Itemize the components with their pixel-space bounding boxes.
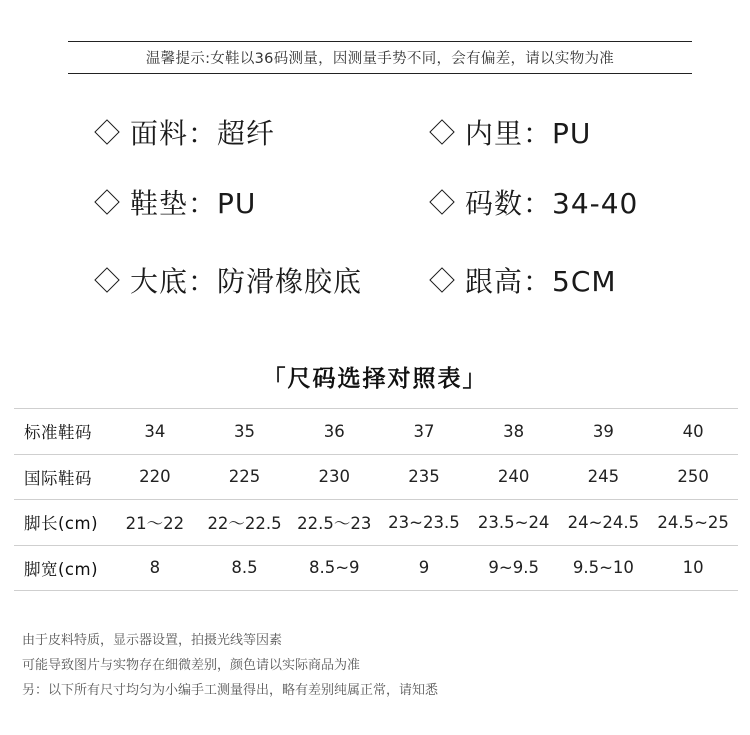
table-cell: 225	[200, 454, 290, 500]
table-cell: 22～22.5	[200, 500, 290, 546]
diamond-icon	[429, 119, 454, 144]
table-cell: 37	[379, 409, 469, 455]
table-cell: 8.5~9	[289, 545, 379, 591]
table-cell: 22.5～23	[289, 500, 379, 546]
table-cell: 250	[648, 454, 738, 500]
table-row	[14, 409, 738, 455]
row-header: 国际鞋码	[14, 454, 110, 500]
spec-label: 码数：34-40	[465, 187, 639, 220]
table-cell: 36	[289, 409, 379, 455]
disclaimer-notes	[22, 628, 438, 703]
table-cell: 35	[200, 409, 290, 455]
spec-heel-height	[427, 260, 617, 300]
table-cell: 23.5~24	[469, 500, 559, 546]
table-cell: 9~9.5	[469, 545, 559, 591]
spec-sizes	[427, 182, 638, 222]
tip-banner	[68, 41, 692, 74]
table-cell: 10	[648, 545, 738, 591]
diamond-icon	[94, 267, 119, 292]
table-cell: 21～22	[110, 500, 200, 546]
spec-lining	[427, 112, 591, 152]
spec-outsole	[92, 260, 362, 300]
note-line: 由于皮料特质，显示器设置，拍摄光线等因素	[22, 633, 283, 648]
row-header: 脚宽(cm)	[14, 545, 110, 591]
table-row	[14, 500, 738, 546]
spec-material	[92, 112, 275, 152]
diamond-icon	[94, 119, 119, 144]
table-cell: 40	[648, 409, 738, 455]
table-cell: 245	[559, 454, 649, 500]
diamond-icon	[429, 267, 454, 292]
table-cell: 39	[559, 409, 649, 455]
table-cell: 240	[469, 454, 559, 500]
diamond-icon	[94, 189, 119, 214]
table-row	[14, 545, 738, 591]
table-cell: 8.5	[200, 545, 290, 591]
spec-label: 鞋垫：PU	[130, 187, 257, 220]
table-cell: 38	[469, 409, 559, 455]
diamond-icon	[429, 189, 454, 214]
size-table	[14, 408, 738, 591]
table-cell: 24.5~25	[648, 500, 738, 546]
spec-label: 面料：超纤	[130, 117, 276, 150]
table-cell: 9	[379, 545, 469, 591]
table-cell: 34	[110, 409, 200, 455]
size-table-title: 「尺码选择对照表」	[262, 366, 488, 392]
row-header: 标准鞋码	[14, 409, 110, 455]
table-cell: 230	[289, 454, 379, 500]
table-cell: 9.5~10	[559, 545, 649, 591]
tip-text: 温馨提示:女鞋以36码测量，因测量手势不同，会有偏差，请以实物为准	[145, 51, 615, 67]
table-cell: 8	[110, 545, 200, 591]
table-cell: 220	[110, 454, 200, 500]
row-header: 脚长(cm)	[14, 500, 110, 546]
spec-label: 跟高：5CM	[465, 265, 617, 298]
spec-insole	[92, 182, 256, 222]
table-cell: 24~24.5	[559, 500, 649, 546]
table-cell: 23~23.5	[379, 500, 469, 546]
spec-label: 内里：PU	[465, 117, 592, 150]
spec-label: 大底：防滑橡胶底	[130, 265, 363, 298]
note-line: 另：以下所有尺寸均匀为小编手工测量得出，略有差别纯属正常，请知悉	[22, 683, 439, 698]
table-row	[14, 454, 738, 500]
table-cell: 235	[379, 454, 469, 500]
note-line: 可能导致图片与实物存在细微差别，颜色请以实际商品为准	[22, 658, 361, 673]
